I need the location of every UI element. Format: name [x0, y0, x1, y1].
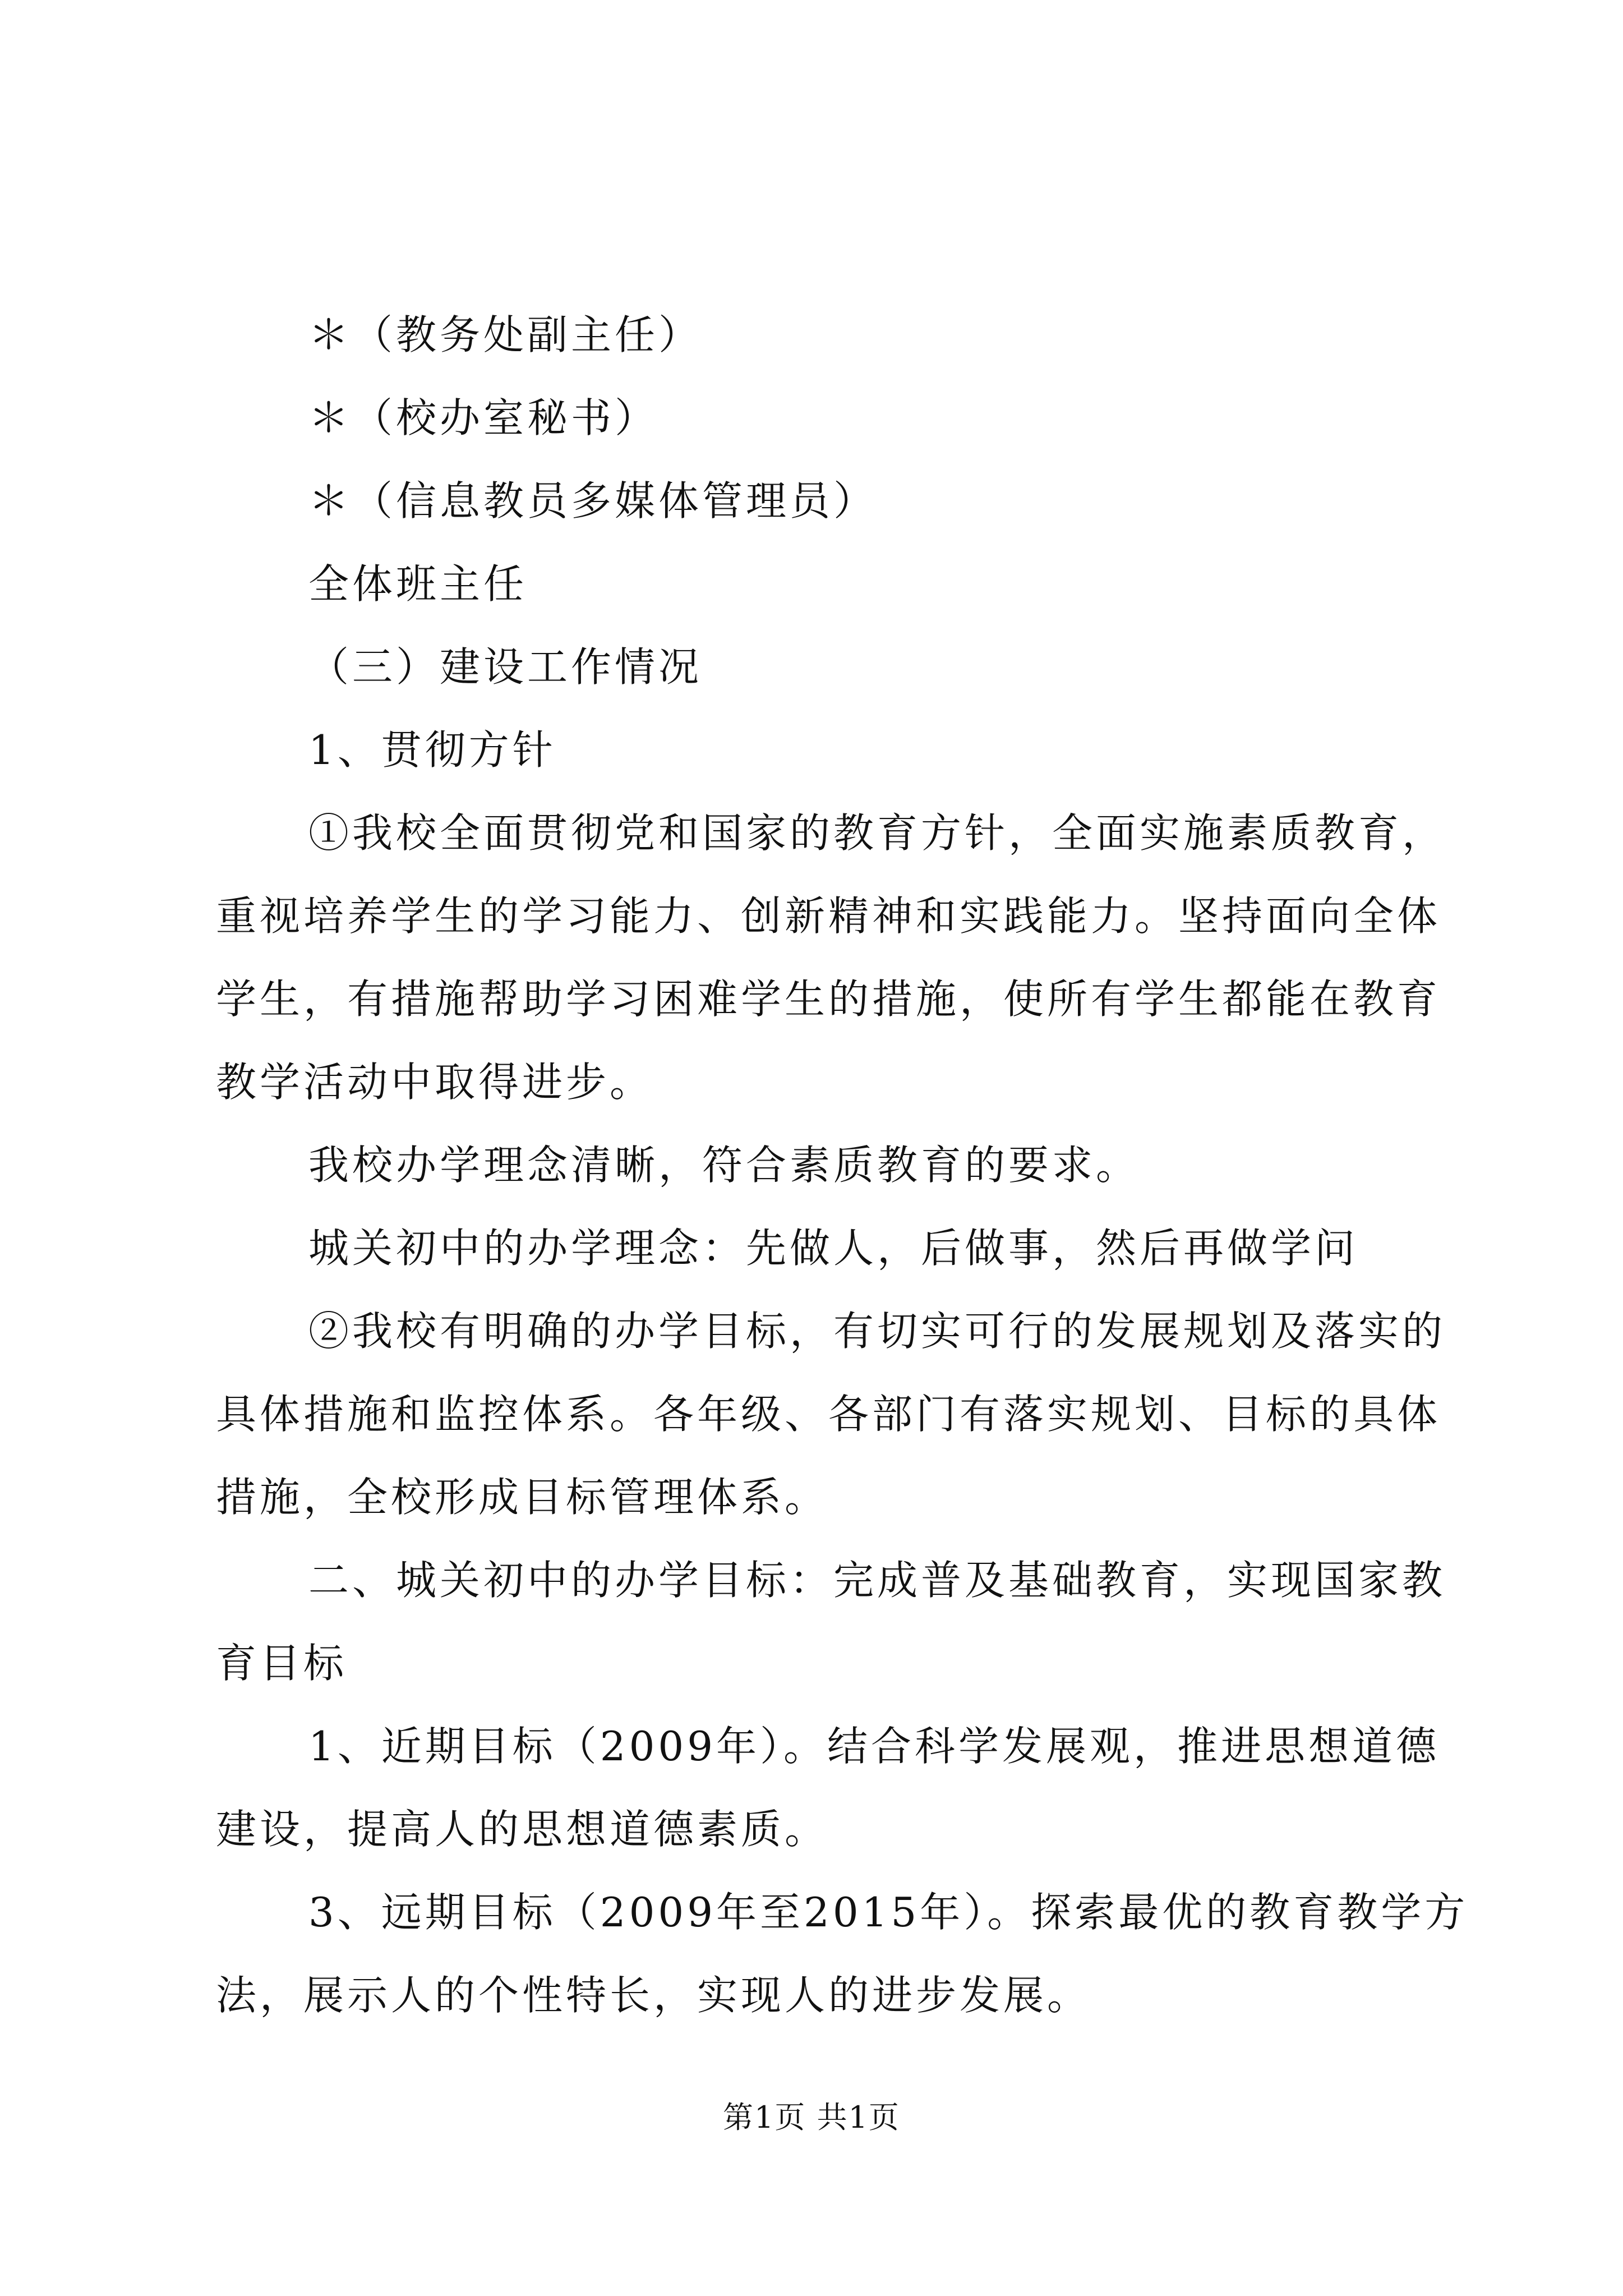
text-line: 1、近期目标（2009年）。结合科学发展观，推进思想道德: [308, 1723, 1440, 1770]
text-line: ①我校全面贯彻党和国家的教育方针，全面实施素质教育，: [308, 809, 1446, 857]
text-line: ②我校有明确的办学目标，有切实可行的发展规划及落实的: [308, 1308, 1446, 1355]
text-line: 育目标: [216, 1640, 348, 1687]
text-line: 教学活动中取得进步。: [216, 1059, 654, 1106]
text-line: 3、远期目标（2009年至2015年）。探索最优的教育教学方: [308, 1889, 1469, 1936]
text-line: 我校办学理念清晰，符合素质教育的要求。: [308, 1142, 1140, 1189]
text-line: 学生，有措施帮助学习困难学生的措施，使所有学生都能在教育: [216, 976, 1441, 1023]
text-line: 重视培养学生的学习能力、创新精神和实践能力。坚持面向全体: [216, 892, 1441, 940]
page-footer: [0, 2095, 1623, 2140]
text-line: ＊（教务处副主任）: [308, 311, 703, 358]
section-heading: 二、城关初中的办学目标：完成普及基础教育，实现国家教: [308, 1557, 1446, 1604]
text-line: 法，展示人的个性特长，实现人的进步发展。: [216, 1972, 1091, 2019]
section-heading: （三）建设工作情况: [308, 643, 703, 691]
text-line: ＊（校办室秘书）: [308, 394, 659, 441]
text-line: 具体措施和监控体系。各年级、各部门有落实规划、目标的具体: [216, 1391, 1441, 1438]
text-line: 措施，全校形成目标管理体系。: [216, 1474, 829, 1521]
subsection-heading: 1、贯彻方针: [308, 726, 556, 774]
page-number: 第1页 共1页: [723, 2100, 900, 2135]
text-line: 建设，提高人的思想道德素质。: [216, 1806, 829, 1853]
text-line: 全体班主任: [308, 560, 528, 608]
text-line: 城关初中的办学理念：先做人，后做事，然后再做学问: [308, 1225, 1359, 1272]
document-body: [216, 293, 1469, 2037]
text-line: ＊（信息教员多媒体管理员）: [308, 477, 878, 524]
